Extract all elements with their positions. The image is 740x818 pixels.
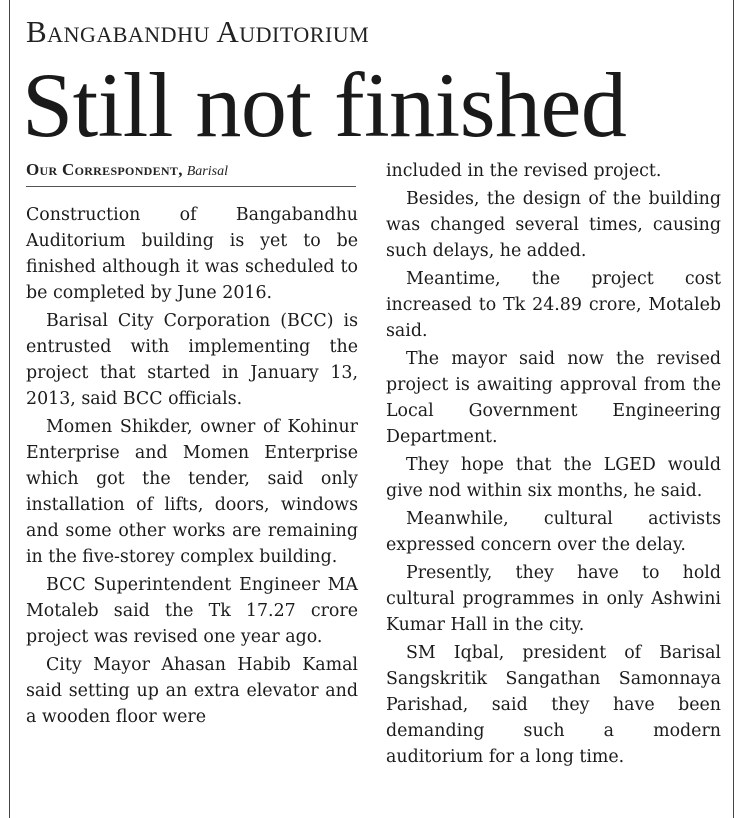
paragraph: Presently, they have to hold cultural programmes in only Ashwini Kumar Hall in the city. — [386, 563, 721, 635]
article-column-1 — [26, 202, 358, 730]
article-column-2 — [386, 158, 721, 770]
paragraph: City Mayor Ahasan Habib Kamal said setting up an extra elevator and a wooden floor were — [26, 655, 358, 727]
paragraph: The mayor said now the revised project is awaiting approval from the Local Government Engineering Department. — [386, 349, 721, 447]
paragraph: Barisal City Corporation (BCC) is entrusted with implementing the project that started in January 13, 2013, said BCC officials. — [26, 311, 358, 409]
paragraph: Meanwhile, cultural activists expressed concern over the delay. — [386, 509, 721, 555]
byline-divider — [26, 186, 356, 187]
paragraph: Construction of Bangabandhu Auditorium building is yet to be finished although it was scheduled to be completed by June 2016. — [26, 205, 358, 303]
paragraph: Momen Shikder, owner of Kohinur Enterprise and Momen Enterprise which got the tender, said only installation of lifts, doors, windows and some other works are remaining in the five-storey complex building. — [26, 417, 358, 567]
paragraph: included in the revised project. — [386, 161, 662, 181]
left-column-rule — [9, 0, 10, 818]
paragraph: SM Iqbal, president of Barisal Sangskritik Sangathan Samonnaya Parishad, said they have been demanding such a modern auditorium for a long time. — [386, 643, 721, 767]
right-column-rule — [733, 0, 734, 818]
byline — [26, 160, 228, 180]
paragraph: BCC Superintendent Engineer MA Motaleb said the Tk 17.27 crore project was revised one year ago. — [26, 575, 358, 647]
article-kicker: Bangabandhu Auditorium — [26, 14, 370, 49]
paragraph: Besides, the design of the building was changed several times, causing such delays, he added. — [386, 189, 721, 261]
paragraph: They hope that the LGED would give nod within six months, he said. — [386, 455, 721, 501]
byline-place: Barisal — [186, 164, 228, 179]
byline-name: Our Correspondent, — [26, 160, 183, 179]
article-headline: Still not finished — [22, 54, 627, 156]
paragraph: Meantime, the project cost increased to Tk 24.89 crore, Motaleb said. — [386, 269, 721, 341]
